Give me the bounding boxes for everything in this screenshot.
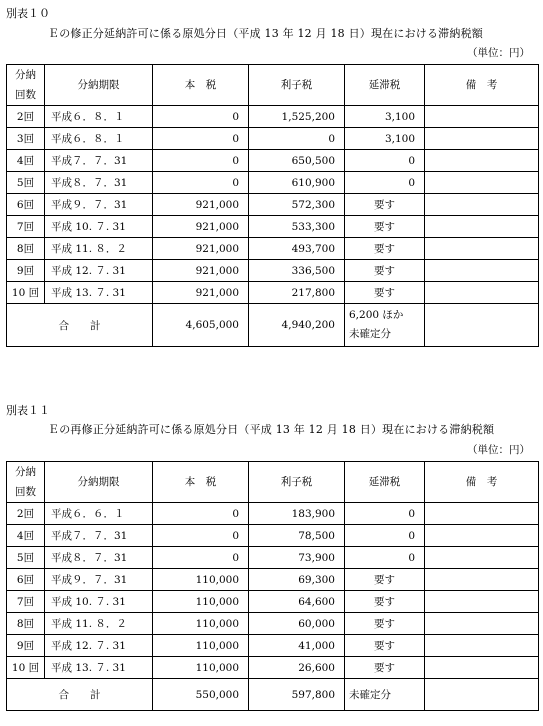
interest-cell: 73,900 <box>249 547 345 569</box>
table-row <box>7 106 539 128</box>
table-row <box>7 591 539 613</box>
principal-cell: 921,000 <box>153 194 249 216</box>
total-row <box>7 304 539 347</box>
principal-cell: 110,000 <box>153 657 249 679</box>
late-cell: 要す <box>345 635 425 657</box>
principal-cell: 110,000 <box>153 591 249 613</box>
table-row <box>7 238 539 260</box>
late-cell: 要す <box>345 657 425 679</box>
late-cell: 要す <box>345 216 425 238</box>
principal-cell: 0 <box>153 525 249 547</box>
header-row <box>7 65 539 106</box>
period-cell: 平成７．７．31 <box>45 525 153 547</box>
period-cell: 平成７．７．31 <box>45 150 153 172</box>
table-row <box>7 216 539 238</box>
header-principal: 本 税 <box>153 65 249 106</box>
header-interest: 利子税 <box>249 462 345 503</box>
interest-cell: 1,525,200 <box>249 106 345 128</box>
interest-cell: 41,000 <box>249 635 345 657</box>
remarks-cell <box>425 106 539 128</box>
remarks-cell <box>425 547 539 569</box>
principal-cell: 921,000 <box>153 216 249 238</box>
remarks-cell <box>425 569 539 591</box>
table-row <box>7 282 539 304</box>
table-row <box>7 194 539 216</box>
installment-cell: 10 回 <box>7 657 45 679</box>
header-period: 分納期限 <box>45 462 153 503</box>
total-label: 合 計 <box>7 304 153 347</box>
table-row <box>7 613 539 635</box>
period-cell: 平成 13. ７. 31 <box>45 282 153 304</box>
interest-cell: 650,500 <box>249 150 345 172</box>
table-row <box>7 260 539 282</box>
appendix-label-11: 別表１１ <box>6 404 50 417</box>
remarks-cell <box>425 128 539 150</box>
late-cell: 要す <box>345 613 425 635</box>
header-installment: 分納 回数 <box>7 462 45 503</box>
remarks-cell <box>425 613 539 635</box>
late-cell: 0 <box>345 503 425 525</box>
late-cell: 3,100 <box>345 128 425 150</box>
total-late: 未確定分 <box>345 679 425 711</box>
principal-cell: 921,000 <box>153 238 249 260</box>
late-cell: 要す <box>345 591 425 613</box>
interest-cell: 493,700 <box>249 238 345 260</box>
period-cell: 平成８．７．31 <box>45 172 153 194</box>
period-cell: 平成９．７．31 <box>45 569 153 591</box>
remarks-cell <box>425 194 539 216</box>
remarks-cell <box>425 657 539 679</box>
table-title-10: Ｅの修正分延納許可に係る原処分日（平成 13 年 12 月 18 日）現在における滞納税額 <box>48 27 483 40</box>
principal-cell: 0 <box>153 503 249 525</box>
period-cell: 平成６．６．１ <box>45 503 153 525</box>
period-cell: 平成 11. ８．２ <box>45 613 153 635</box>
interest-cell: 26,600 <box>249 657 345 679</box>
header-installment: 分納 回数 <box>7 65 45 106</box>
principal-cell: 0 <box>153 106 249 128</box>
principal-cell: 0 <box>153 128 249 150</box>
installment-cell: 10 回 <box>7 282 45 304</box>
late-cell: 3,100 <box>345 106 425 128</box>
remarks-cell <box>425 238 539 260</box>
installment-cell: 4回 <box>7 150 45 172</box>
remarks-cell <box>425 282 539 304</box>
period-cell: 平成 10. ７. 31 <box>45 216 153 238</box>
total-principal: 550,000 <box>153 679 249 711</box>
interest-cell: 78,500 <box>249 525 345 547</box>
principal-cell: 921,000 <box>153 260 249 282</box>
late-cell: 0 <box>345 547 425 569</box>
total-principal: 4,605,000 <box>153 304 249 347</box>
period-cell: 平成 13. ７. 31 <box>45 657 153 679</box>
late-cell: 要す <box>345 569 425 591</box>
interest-cell: 0 <box>249 128 345 150</box>
total-late: 6,200 ほか 未確定分 <box>345 304 425 347</box>
unit-label-10: （単位：円） <box>467 47 530 59</box>
period-cell: 平成６．８．１ <box>45 106 153 128</box>
total-remarks <box>425 679 539 711</box>
tax-table-10 <box>6 64 539 347</box>
header-row <box>7 462 539 503</box>
period-cell: 平成 11. ８．２ <box>45 238 153 260</box>
late-cell: 0 <box>345 172 425 194</box>
installment-cell: 8回 <box>7 238 45 260</box>
period-cell: 平成 10. ７. 31 <box>45 591 153 613</box>
interest-cell: 69,300 <box>249 569 345 591</box>
table-row <box>7 635 539 657</box>
late-cell: 要す <box>345 282 425 304</box>
interest-cell: 336,500 <box>249 260 345 282</box>
installment-cell: 6回 <box>7 569 45 591</box>
late-cell: 要す <box>345 260 425 282</box>
unit-label-11: （単位：円） <box>467 444 530 456</box>
total-label: 合 計 <box>7 679 153 711</box>
installment-cell: 7回 <box>7 591 45 613</box>
table-row <box>7 569 539 591</box>
installment-cell: 2回 <box>7 503 45 525</box>
total-row <box>7 679 539 711</box>
installment-cell: 2回 <box>7 106 45 128</box>
table-row <box>7 525 539 547</box>
principal-cell: 0 <box>153 547 249 569</box>
header-late: 延滞税 <box>345 65 425 106</box>
interest-cell: 533,300 <box>249 216 345 238</box>
table-row <box>7 657 539 679</box>
installment-cell: 3回 <box>7 128 45 150</box>
interest-cell: 183,900 <box>249 503 345 525</box>
tax-table-11 <box>6 461 539 711</box>
interest-cell: 60,000 <box>249 613 345 635</box>
installment-cell: 8回 <box>7 613 45 635</box>
period-cell: 平成 12. ７. 31 <box>45 635 153 657</box>
period-cell: 平成６．８．１ <box>45 128 153 150</box>
period-cell: 平成８．７．31 <box>45 547 153 569</box>
late-cell: 要す <box>345 238 425 260</box>
header-remarks: 備 考 <box>425 65 539 106</box>
interest-cell: 572,300 <box>249 194 345 216</box>
installment-cell: 9回 <box>7 260 45 282</box>
header-late: 延滞税 <box>345 462 425 503</box>
installment-cell: 4回 <box>7 525 45 547</box>
table-row <box>7 128 539 150</box>
interest-cell: 217,800 <box>249 282 345 304</box>
remarks-cell <box>425 503 539 525</box>
principal-cell: 110,000 <box>153 613 249 635</box>
total-interest: 597,800 <box>249 679 345 711</box>
installment-cell: 5回 <box>7 547 45 569</box>
interest-cell: 610,900 <box>249 172 345 194</box>
remarks-cell <box>425 216 539 238</box>
remarks-cell <box>425 172 539 194</box>
remarks-cell <box>425 525 539 547</box>
interest-cell: 64,600 <box>249 591 345 613</box>
period-cell: 平成９．７．31 <box>45 194 153 216</box>
total-interest: 4,940,200 <box>249 304 345 347</box>
late-cell: 要す <box>345 194 425 216</box>
table-title-11: Ｅの再修正分延納許可に係る原処分日（平成 13 年 12 月 18 日）現在における滞納税額 <box>48 423 495 436</box>
remarks-cell <box>425 591 539 613</box>
remarks-cell <box>425 150 539 172</box>
remarks-cell <box>425 260 539 282</box>
installment-cell: 6回 <box>7 194 45 216</box>
remarks-cell <box>425 635 539 657</box>
table-row <box>7 503 539 525</box>
principal-cell: 110,000 <box>153 635 249 657</box>
table-row <box>7 172 539 194</box>
late-cell: 0 <box>345 525 425 547</box>
late-cell: 0 <box>345 150 425 172</box>
header-period: 分納期限 <box>45 65 153 106</box>
header-interest: 利子税 <box>249 65 345 106</box>
principal-cell: 0 <box>153 150 249 172</box>
header-principal: 本 税 <box>153 462 249 503</box>
principal-cell: 110,000 <box>153 569 249 591</box>
header-remarks: 備 考 <box>425 462 539 503</box>
principal-cell: 921,000 <box>153 282 249 304</box>
table-row <box>7 150 539 172</box>
principal-cell: 0 <box>153 172 249 194</box>
table-row <box>7 547 539 569</box>
installment-cell: 9回 <box>7 635 45 657</box>
installment-cell: 7回 <box>7 216 45 238</box>
installment-cell: 5回 <box>7 172 45 194</box>
total-remarks <box>425 304 539 347</box>
appendix-label-10: 別表１０ <box>6 7 50 20</box>
period-cell: 平成 12. ７. 31 <box>45 260 153 282</box>
